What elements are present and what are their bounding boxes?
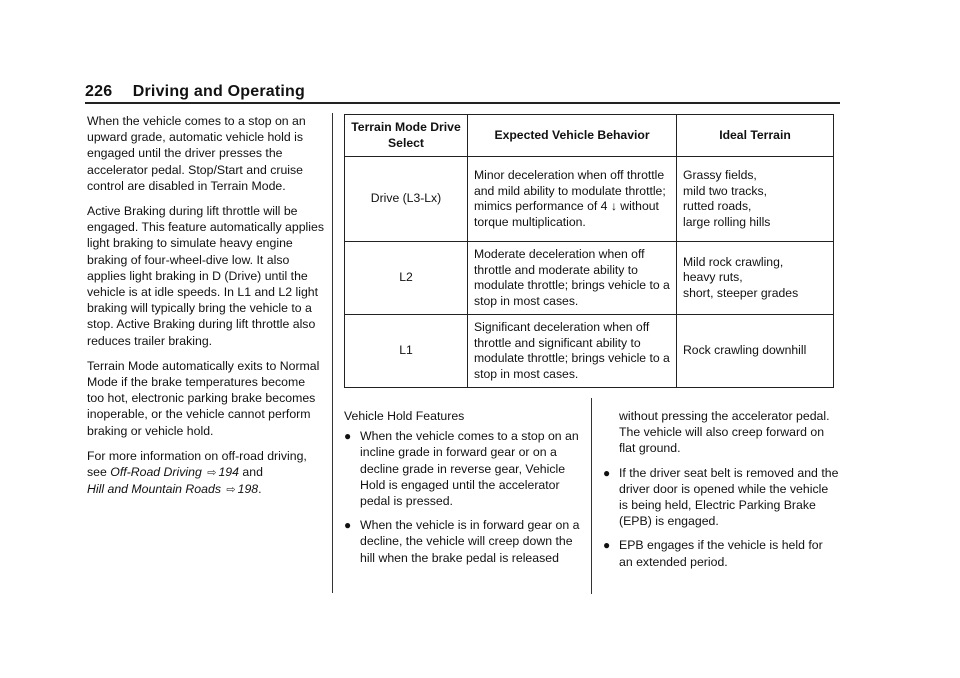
paragraph-active-braking: Active Braking during lift throttle will be engaged. This feature automatically applies light braking to simulate heavy engine braking of four-wheel-dive low. It also applies light braking in D (Drive) until the vehicle is at idle speeds. In L1 and L2 light braking will typically bring the vehicle to a stop. Active Braking during lift throttle also reduces trailer braking. xyxy=(87,204,324,348)
header-expected-behavior: Expected Vehicle Behavior xyxy=(468,115,677,157)
and-word: and xyxy=(242,465,263,480)
paragraph-more-info xyxy=(87,448,325,499)
xref-hill-mountain-roads[interactable]: Hill and Mountain Roads xyxy=(87,482,221,497)
terrain-line: Grassy fields, xyxy=(683,168,757,182)
right-column xyxy=(603,408,839,578)
xref-off-road-driving[interactable]: Off-Road Driving xyxy=(110,465,202,480)
terrain-line: large rolling hills xyxy=(683,214,771,229)
more-info-intro: For more information on off-road driving, see xyxy=(87,448,307,480)
terrain-line: heavy ruts, xyxy=(683,270,743,285)
list-item-text: When the vehicle is in forward gear on a decline, the vehicle will creep down the hill when the brake pedal is released xyxy=(360,518,580,565)
page-reference-arrow-icon: ⇨ xyxy=(207,467,217,480)
terrain-mode-table xyxy=(344,114,834,388)
page-number: 226 xyxy=(85,83,113,100)
table-row xyxy=(345,315,834,388)
list-item xyxy=(344,428,580,509)
paragraph-vehicle-hold-grade: When the vehicle comes to a stop on an upward grade, automatic vehicle hold is engaged until the driver presses the accelerator pedal. Stop/Start and cruise control are disabled in Terrain Mode. xyxy=(87,114,306,193)
section-heading-vehicle-hold: Vehicle Hold Features xyxy=(344,409,465,423)
left-column xyxy=(87,113,325,507)
cell-terrain xyxy=(677,157,834,242)
table-row xyxy=(345,242,834,315)
page-reference-arrow-icon: ⇨ xyxy=(226,484,236,497)
page-header xyxy=(85,83,840,101)
cell-terrain xyxy=(677,242,834,315)
header-ideal-terrain: Ideal Terrain xyxy=(677,115,834,157)
middle-column xyxy=(344,408,580,574)
bullet-icon: ● xyxy=(603,465,611,480)
list-item-text: EPB engages if the vehicle is held for an extended period. xyxy=(619,538,823,569)
terrain-line: Mild rock crawling, xyxy=(683,254,784,269)
bullet-icon: ● xyxy=(344,518,352,533)
terrain-line: Rock crawling downhill xyxy=(683,343,807,358)
xref-hill-mountain-roads-page[interactable]: 198 xyxy=(237,482,259,497)
list-item xyxy=(603,465,839,530)
vehicle-hold-list xyxy=(344,428,580,566)
cell-behavior: Significant deceleration when off throttle and significant ability to modulate throttle; brings vehicle to a stop in most cases. xyxy=(468,315,677,388)
vehicle-hold-list-continued xyxy=(603,465,839,570)
header-terrain-mode: Terrain Mode Drive Select xyxy=(345,115,468,157)
table-header-row xyxy=(345,115,834,157)
column-divider-right xyxy=(591,398,592,594)
cell-mode: Drive (L3-Lx) xyxy=(345,157,468,242)
list-item xyxy=(344,517,580,566)
section-title: Driving and Operating xyxy=(132,83,305,100)
bullet-icon: ● xyxy=(344,429,352,444)
terrain-line: short, steeper grades xyxy=(683,285,799,300)
list-item-text: If the driver seat belt is removed and the driver door is opened while the vehicle is being held, Electric Parking Brake (EPB) is engaged. xyxy=(619,465,839,529)
cell-mode: L2 xyxy=(345,242,468,315)
list-item-text: When the vehicle comes to a stop on an incline grade in forward gear or on a decline grade in reverse gear, Vehicle Hold is engaged until the accelerator pedal is pressed. xyxy=(360,429,579,509)
cell-mode: L1 xyxy=(345,315,468,388)
list-item-continuation: without pressing the accelerator pedal. The vehicle will also creep forward on flat ground. xyxy=(619,409,830,456)
column-divider-left xyxy=(332,113,333,593)
terrain-line: rutted roads, xyxy=(683,199,752,213)
header-rule xyxy=(85,102,840,104)
cell-behavior: Moderate deceleration when off throttle and moderate ability to modulate throttle; brings vehicle to a stop in most cases. xyxy=(468,242,677,315)
terrain-line: mild two tracks, xyxy=(683,183,767,198)
bullet-icon: ● xyxy=(603,538,611,553)
list-item xyxy=(603,537,839,569)
period: . xyxy=(258,482,262,497)
paragraph-terrain-mode-exit: Terrain Mode automatically exits to Normal Mode if the brake temperatures become too hot, electronic parking brake becomes inoperable, or the vehicle cannot perform braking or vehicle hold. xyxy=(87,358,320,438)
xref-off-road-driving-page[interactable]: 194 xyxy=(218,465,239,480)
table-row xyxy=(345,157,834,242)
cell-behavior: Minor deceleration when off throttle and mild ability to modulate throttle; mimics performance of 4 ↓ without torque multiplication. xyxy=(468,157,677,242)
cell-terrain xyxy=(677,315,834,388)
